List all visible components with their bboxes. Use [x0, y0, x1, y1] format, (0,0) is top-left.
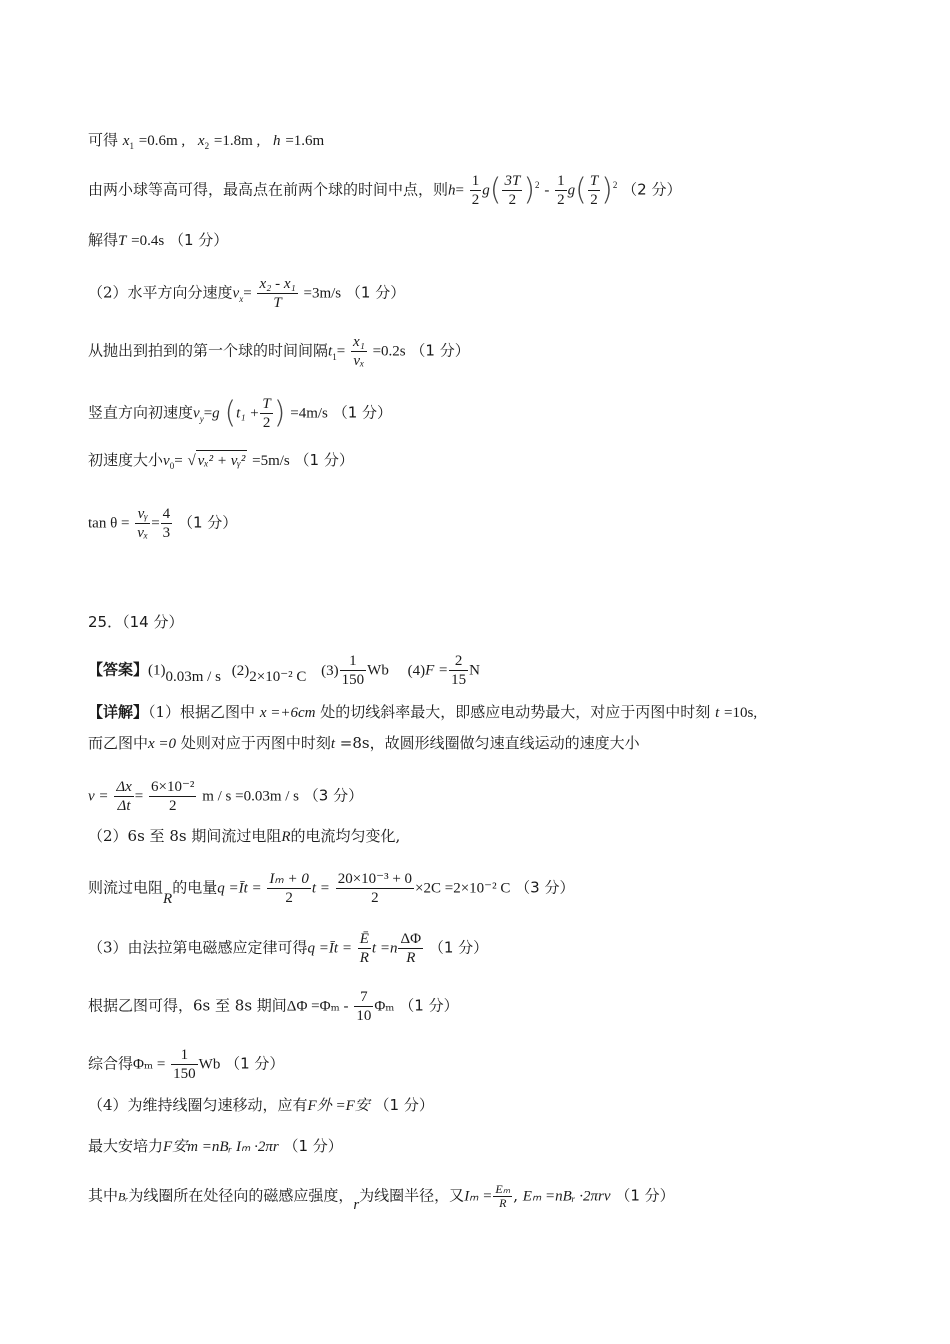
text: 而乙图中: [88, 734, 149, 752]
den: 2: [508, 192, 517, 208]
equals: =: [203, 405, 213, 422]
var-v: v: [193, 405, 200, 422]
line-definitions: [88, 1182, 675, 1213]
expr-Phim: Φₘ =: [133, 1056, 166, 1073]
den: T: [273, 295, 282, 311]
var-g: g: [567, 182, 576, 199]
fraction-T-2: [588, 172, 600, 209]
den: vₓ: [353, 353, 365, 369]
points: （2 分）: [622, 180, 682, 199]
points: （1 分）: [294, 451, 354, 469]
question-25-heading: [88, 612, 183, 632]
sub-2: 2: [204, 141, 210, 151]
num: 20×10⁻³ + 0: [337, 871, 413, 887]
fraction-x1-vx: [351, 333, 367, 370]
var-x1: x: [122, 133, 130, 149]
sub-0: 0: [169, 461, 175, 471]
expr-Phim: Φₘ: [374, 998, 395, 1015]
text: （2）6s 至 8s 期间流过电阻: [88, 827, 282, 845]
paren-close: ): [601, 172, 613, 208]
den: 150: [341, 672, 365, 688]
value-T: =0.4s: [131, 233, 165, 249]
text: 综合得: [88, 1054, 134, 1073]
fraction-dPhi-R: [398, 930, 423, 967]
text: 的电流均匀变化,: [290, 827, 401, 845]
points: （1 分）: [332, 403, 392, 422]
points: （1 分）: [399, 996, 459, 1015]
a1-label: (1): [148, 662, 166, 679]
expr-x: x =0: [148, 736, 177, 752]
points: （3 分）: [303, 786, 364, 805]
text-kede: 可得: [88, 131, 119, 149]
sub-x: x: [239, 293, 244, 304]
var-v: v =: [88, 788, 109, 805]
var-h: h: [273, 133, 281, 149]
line-charge: [88, 870, 574, 907]
num: ΔΦ: [400, 931, 422, 947]
var-t: t: [330, 736, 336, 752]
equals: =: [151, 515, 160, 532]
den: 2: [557, 192, 565, 208]
fraction-dx-T: [257, 275, 297, 312]
text: 为线圈所在处径向的磁感应强度，: [128, 1186, 354, 1205]
fraction-1-150: [340, 652, 367, 689]
sqrt-content: vₓ² + vᵧ²: [196, 450, 248, 471]
num: T: [589, 173, 599, 189]
line-tan: [88, 505, 237, 542]
square: 2: [612, 179, 618, 190]
equals: =: [243, 285, 252, 302]
text: 处的切线斜率最大，即感应电动势最大，对应于丙图中时刻: [320, 703, 711, 721]
num: 1: [340, 652, 367, 671]
expr-q: q =Īt =: [307, 940, 352, 957]
text: （3）由法拉第电磁感应定律可得: [88, 938, 308, 957]
equals: =: [134, 788, 144, 805]
equals: =: [336, 343, 346, 360]
num: Δx: [116, 779, 132, 795]
fraction-3T-2: [502, 172, 522, 209]
sub-1: 1: [129, 141, 134, 151]
num: 4: [162, 506, 171, 522]
points: （1 分）: [168, 231, 229, 249]
fraction-E-R: [358, 930, 371, 967]
line-t1: [88, 333, 470, 370]
var-R: R: [281, 829, 291, 845]
var-T: T: [118, 233, 127, 249]
den: 2: [371, 890, 379, 906]
expr-dPhi: ΔΦ =Φₘ -: [286, 998, 349, 1015]
den: 2: [471, 192, 480, 208]
fraction-6e-2-2: [149, 778, 196, 815]
equals: =: [174, 453, 183, 469]
fraction-vy-vx: [135, 505, 150, 542]
den: 10: [356, 1008, 372, 1024]
points: （1 分）: [283, 1137, 343, 1155]
text-vertical-velocity: 竖直方向初速度: [88, 403, 194, 422]
den: 2: [168, 798, 177, 814]
var-R: R: [163, 890, 173, 907]
line-force-balance: [88, 1095, 434, 1116]
expr-t: t =: [311, 880, 330, 897]
a3-label: (3): [321, 662, 339, 679]
num: 7: [354, 988, 373, 1007]
line-faraday: [88, 930, 488, 967]
num: Eₘ: [495, 1182, 511, 1196]
text: 处则对应于丙图中时刻: [180, 734, 331, 752]
den: 2: [285, 890, 293, 906]
sub-y: y: [199, 413, 204, 424]
value-vx: =3m/s: [303, 285, 342, 302]
answer-tag: 【答案】: [88, 660, 149, 679]
text: 最大安培力: [88, 1137, 164, 1155]
paren-open: (: [575, 172, 587, 208]
expr-t: t =n: [371, 940, 398, 957]
text: （1）根据乙图中: [148, 703, 256, 721]
value-q: ×2C =2×10⁻² C: [415, 880, 511, 897]
num: Iₘ + 0: [269, 871, 309, 887]
text-time-interval: 从抛出到拍到的第一个球的时间间隔: [88, 341, 329, 360]
line-flux-result: [88, 1046, 284, 1083]
paren-close: ): [523, 172, 536, 208]
value-t1: =0.2s: [372, 343, 406, 360]
line-ampere-force: [88, 1136, 343, 1157]
text: 则流过电阻: [88, 878, 164, 897]
line-vy: [88, 395, 392, 432]
fraction-4-3: [161, 505, 173, 542]
var-v: v: [163, 453, 170, 469]
text: 根据乙图可得，6s 至 8s 期间: [88, 996, 287, 1015]
unit: Wb: [198, 1056, 221, 1073]
den: R: [499, 1196, 507, 1210]
a1-value: 0.03m / s: [165, 668, 221, 685]
var-t: t: [715, 705, 720, 721]
points: （1 分）: [410, 341, 470, 360]
value-v0: =5m/s: [252, 453, 290, 469]
line-height-equation: [88, 172, 681, 209]
fraction-half-1: [470, 172, 482, 209]
tan-theta: tan θ =: [88, 515, 130, 532]
fraction-dx-dt: [114, 778, 133, 815]
line-velocity: [88, 778, 363, 815]
line-displacements: [88, 130, 324, 152]
fraction-T-2: [260, 395, 272, 432]
text: 为线圈半径，又: [359, 1186, 465, 1205]
points: （1 分）: [374, 1096, 434, 1114]
minus: -: [544, 182, 550, 199]
text: 其中: [88, 1186, 119, 1205]
expr-F: F外 =F安: [307, 1098, 370, 1114]
fraction-Em-R: [493, 1183, 512, 1210]
expr-x: x =+6cm: [259, 705, 316, 721]
den: 3: [162, 525, 171, 541]
line-period: [88, 230, 228, 251]
var-B: Bᵣ: [118, 1189, 129, 1204]
text: =8s，故圆形线圈做匀速直线运动的速度大小: [339, 734, 640, 752]
fraction-1-150: [171, 1046, 198, 1083]
value-t: =10s,: [724, 705, 758, 721]
a2-label: (2): [231, 662, 250, 679]
den: Δt: [117, 798, 131, 814]
line-flux-change: [88, 988, 459, 1025]
line-answers: [88, 652, 480, 689]
text-initial-speed: 初速度大小: [88, 451, 164, 469]
var-g: g: [212, 405, 220, 422]
a4-unit: N: [469, 662, 480, 679]
var-g: g: [482, 182, 490, 199]
num: T: [262, 396, 271, 412]
fraction-20e-3-2: [336, 870, 414, 907]
num: Ē: [359, 931, 369, 947]
text-equal-height: 由两小球等高可得，最高点在前两个球的时间中点，则: [88, 180, 449, 199]
square: 2: [535, 179, 540, 190]
text: 的电量: [172, 878, 218, 897]
fraction-7-10: [354, 988, 373, 1025]
a4-label: (4): [407, 662, 426, 679]
den: vₓ: [137, 525, 149, 541]
points: （1 分）: [428, 938, 489, 957]
paren-open: (: [489, 172, 502, 208]
comma: ,: [513, 1186, 518, 1205]
line-current-change: [88, 826, 400, 847]
var-v: v: [232, 285, 240, 302]
num: 1: [471, 173, 480, 189]
points: （1 分）: [225, 1054, 285, 1073]
equals: =: [455, 182, 464, 199]
fraction-Im-2: [267, 870, 310, 907]
num: x₁: [352, 334, 365, 350]
num: 2: [449, 652, 468, 671]
paren-close: ): [273, 395, 286, 431]
value-x2: =1.8m ,: [213, 133, 261, 149]
value-vy: =4m/s: [290, 405, 328, 422]
text: （4）为维持线圈匀速移动，应有: [88, 1096, 308, 1114]
num: 1: [557, 173, 565, 189]
fraction-half-2: [555, 172, 567, 209]
line-v0: [88, 450, 354, 472]
sub-1: 1: [332, 351, 337, 362]
expr-q: q =Īt =: [217, 880, 262, 897]
num: 3T: [504, 173, 521, 189]
a2-value: 2×10⁻² C: [249, 668, 307, 685]
points: （3 分）: [515, 878, 575, 897]
num: 6×10⁻²: [151, 779, 195, 795]
var-r: r: [353, 1196, 360, 1213]
text-q25: 25．（14 分）: [88, 613, 184, 631]
num: x₂ - x₁: [259, 276, 296, 292]
points: （1 分）: [615, 1186, 675, 1205]
den: 150: [173, 1066, 196, 1082]
term-t1: t₁ +: [236, 405, 260, 422]
fraction-2-15: [449, 652, 468, 689]
den: 2: [262, 415, 271, 431]
expr-Im: Iₘ =: [464, 1188, 493, 1205]
expr-Em: Eₘ =nBᵣ ·2πrv: [522, 1188, 611, 1205]
den: R: [406, 950, 416, 966]
num: vᵧ: [135, 505, 150, 524]
var-t: t: [328, 343, 333, 360]
value-v: m / s =0.03m / s: [202, 788, 299, 805]
den: 2: [590, 192, 598, 208]
line-detail-2: [88, 733, 640, 754]
den: 15: [451, 672, 467, 688]
a3-unit: Wb: [367, 662, 389, 679]
sqrt-sign: √: [187, 453, 196, 469]
expr-F-max: F安m =nBᵣ Iₘ ·2πr: [163, 1139, 279, 1155]
a4-F: F =: [425, 662, 449, 679]
paren-open: (: [224, 395, 237, 431]
value-h: =1.6m: [285, 133, 325, 149]
points: （1 分）: [177, 513, 238, 532]
value-x1: =0.6m ,: [138, 133, 186, 149]
num: 1: [171, 1046, 198, 1065]
line-detail-1: [88, 702, 757, 723]
detail-tag: 【详解】: [88, 703, 149, 721]
points: （1 分）: [345, 283, 406, 302]
den: R: [359, 950, 369, 966]
text-horizontal-velocity: （2）水平方向分速度: [88, 283, 233, 302]
var-x2: x: [197, 133, 205, 149]
text-jiede: 解得: [88, 231, 119, 249]
line-vx: [88, 275, 405, 312]
var-h: h: [448, 182, 456, 199]
